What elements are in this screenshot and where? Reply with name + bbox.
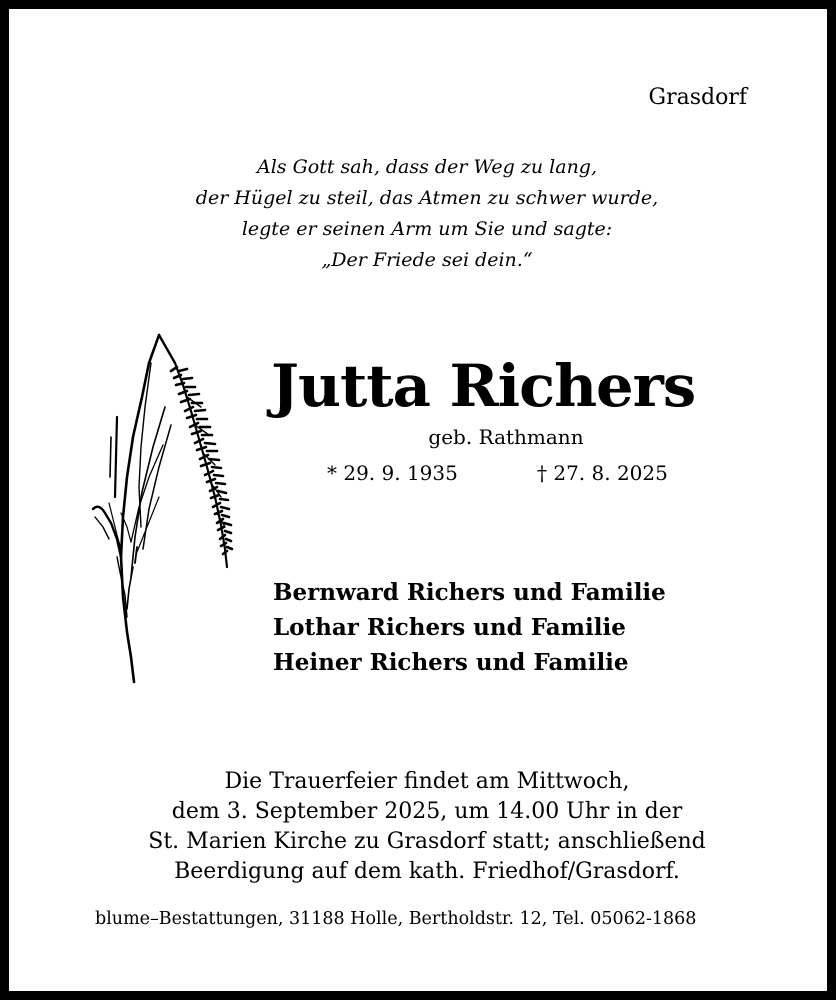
service-line: St. Marien Kirche zu Grasdorf statt; anschließend	[148, 829, 706, 854]
mourners-list	[273, 575, 666, 680]
service-line: Beerdigung auf dem kath. Friedhof/Grasdorf.	[174, 859, 680, 884]
funeral-home-info: blume–Bestattungen, 31188 Holle, Bertholdstr. 12, Tel. 05062-1868	[95, 909, 697, 929]
birth-name: geb. Rathmann	[428, 425, 584, 449]
poem-line: der Hügel zu steil, das Atmen zu schwer wurde,	[195, 187, 659, 209]
place-name: Grasdorf	[648, 85, 747, 110]
poem-line: „Der Friede sei dein.“	[321, 249, 533, 271]
mourner-line: Bernward Richers und Familie	[273, 579, 666, 606]
service-line: Die Trauerfeier findet am Mittwoch,	[224, 769, 630, 794]
mourner-line: Lothar Richers und Familie	[273, 614, 626, 641]
poem	[9, 152, 836, 276]
service-line: dem 3. September 2025, um 14.00 Uhr in der	[171, 799, 683, 824]
death-date: † 27. 8. 2025	[537, 461, 668, 485]
grain-stalk-illustration	[87, 327, 247, 689]
poem-line: Als Gott sah, dass der Weg zu lang,	[256, 156, 598, 178]
service-details	[9, 767, 836, 887]
mourner-line: Heiner Richers und Familie	[273, 649, 629, 676]
birth-date: * 29. 9. 1935	[327, 461, 458, 485]
poem-line: legte er seinen Arm um Sie und sagte:	[241, 218, 613, 240]
deceased-name: Jutta Richers	[271, 352, 696, 420]
